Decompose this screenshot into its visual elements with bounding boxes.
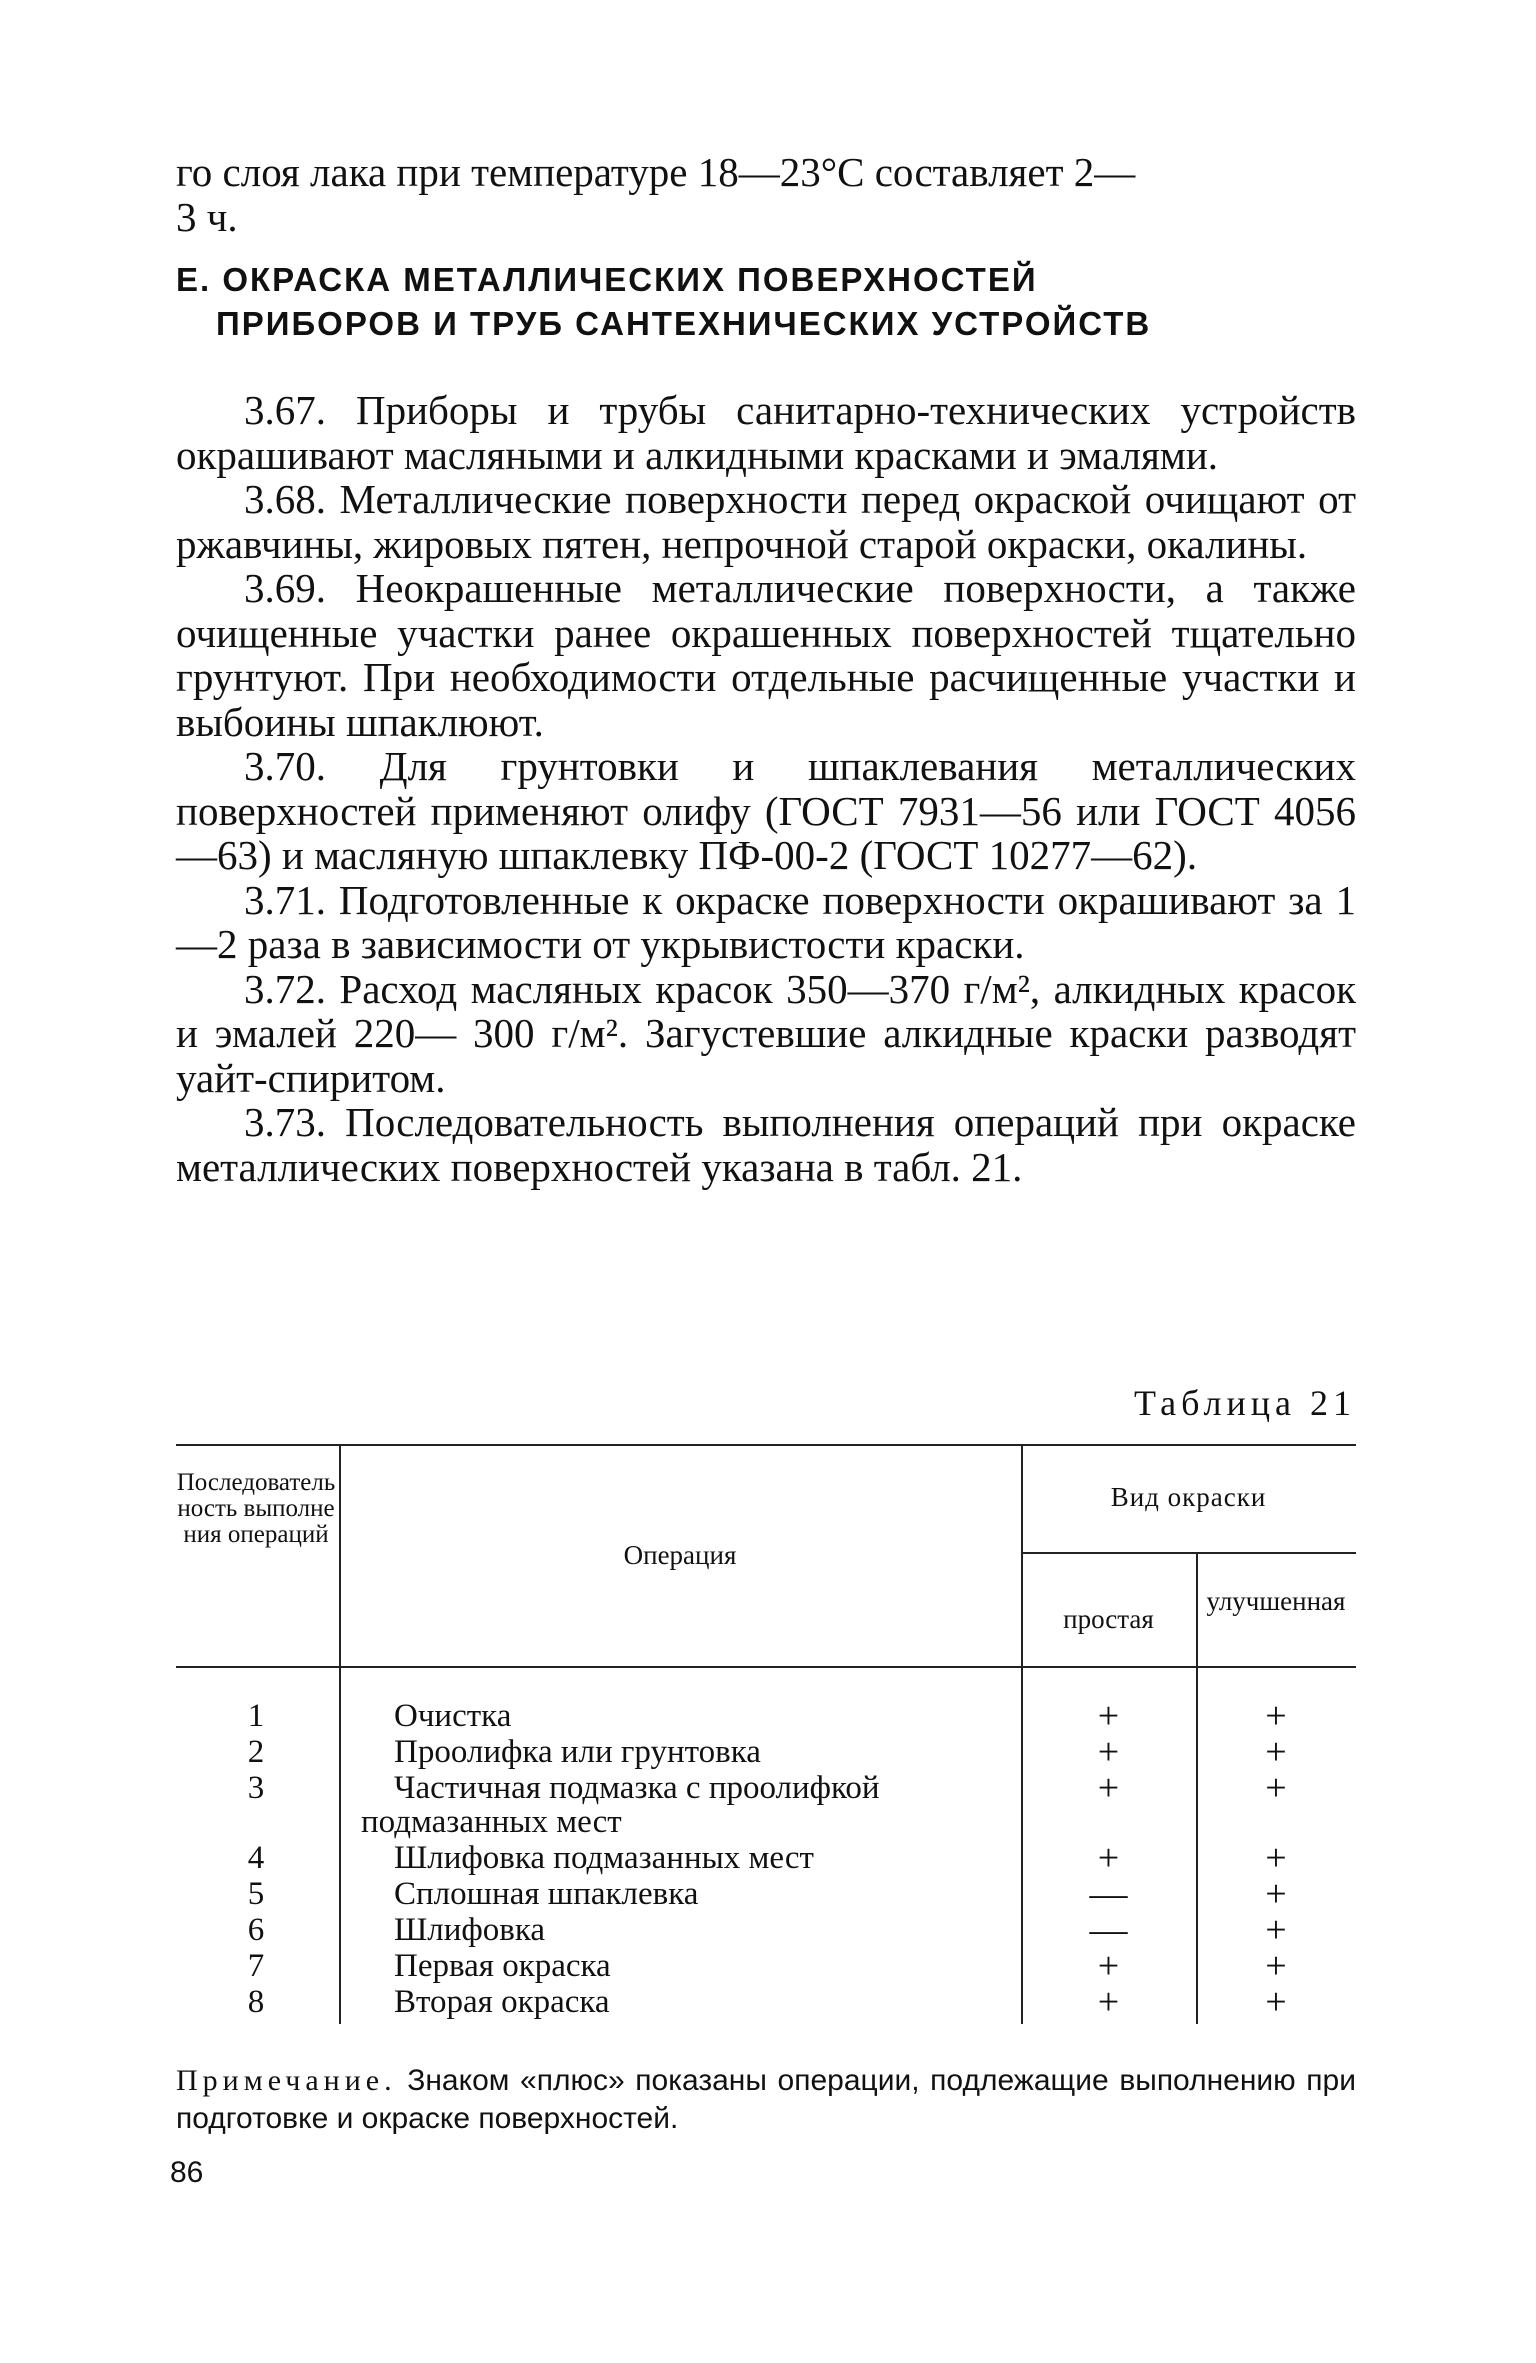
row-number: 4 xyxy=(247,1840,265,1876)
row-operation: Очистка xyxy=(394,1698,512,1734)
table-row xyxy=(176,1695,1356,1737)
paragraph: 3.69. Неокрашенные металлические поверхности, а также очищенные участки ранее окрашенных поверхностей тщательно грунтуют. При необходимости отдельные расчищенные участки и выбоины шпаклюют. xyxy=(176,565,1356,745)
row-improved-mark: + xyxy=(1265,1873,1287,1915)
row-simple-mark: + xyxy=(1097,1731,1120,1773)
row-number: 6 xyxy=(247,1912,265,1948)
header-operation: Операция xyxy=(623,1540,737,1570)
table-caption: Таблица 21 xyxy=(1134,1383,1356,1423)
paragraph: 3.70. Для грунтовки и шпаклевания металлических поверхностей применяют олифу (ГОСТ 7931—56 или ГОСТ 4056—63) и масляную шпаклевку ПФ-00-2 (ГОСТ 10277—62). xyxy=(176,743,1356,878)
header-sequence: Последовательность выполнения операций xyxy=(176,1469,336,1548)
operations-table xyxy=(176,1444,1356,2024)
row-simple-mark: + xyxy=(1097,1695,1120,1737)
row-operation: Сплошная шпаклевка xyxy=(394,1876,699,1912)
header-paint-type: Вид окраски xyxy=(1110,1482,1267,1512)
table-row xyxy=(176,1981,1356,2023)
note-text: Знаком «плюс» показаны операции, подлежащие выполнению при подготовке и окраске поверхностей. xyxy=(176,2064,1356,2135)
paragraph: 3.72. Расход масляных красок 350—370 г/м², алкидных красок и эмалей 220— 300 г/м². Загустевшие алкидные краски разводят уайт-спиритом. xyxy=(176,965,1356,1101)
intro-text xyxy=(176,150,1356,239)
row-operation: Шлифовка подмазанных мест xyxy=(394,1840,814,1876)
body-text xyxy=(176,388,1356,1189)
page-number: 86 xyxy=(170,2156,204,2189)
table-subheader-rule xyxy=(1021,1552,1356,1554)
table-row xyxy=(176,1909,1356,1951)
row-improved-mark: + xyxy=(1265,1945,1287,1987)
table-top-rule xyxy=(176,1444,1356,1446)
header-simple: простая xyxy=(1063,1604,1154,1634)
row-number: 5 xyxy=(247,1876,265,1912)
row-improved-mark: + xyxy=(1265,1981,1287,2023)
row-simple-mark: — xyxy=(1089,1873,1128,1915)
row-simple-mark: + xyxy=(1097,1837,1120,1879)
row-simple-mark: + xyxy=(1097,1981,1120,2023)
paragraph: 3.71. Подготовленные к окраске поверхности окрашивают за 1—2 раза в зависимости от укрывистости краски. xyxy=(176,876,1356,967)
section-heading xyxy=(176,258,1356,346)
table-row xyxy=(176,1731,1356,1773)
table-header-rule xyxy=(176,1666,1356,1668)
paragraph: 3.67. Приборы и трубы санитарно-технических устройств окрашивают масляными и алкидными красками и эмалями. xyxy=(176,387,1356,478)
row-number: 2 xyxy=(247,1734,265,1770)
table-row xyxy=(176,1837,1356,1879)
table-row xyxy=(176,1945,1356,1987)
row-simple-mark: + xyxy=(1097,1767,1120,1809)
table-row xyxy=(176,1767,1356,1809)
section-heading-line-1: Е. ОКРАСКА МЕТАЛЛИЧЕСКИХ ПОВЕРХНОСТЕЙ xyxy=(176,261,1038,298)
row-improved-mark: + xyxy=(1265,1837,1287,1879)
row-operation: Вторая окраска xyxy=(394,1984,610,2020)
row-improved-mark: + xyxy=(1265,1731,1287,1773)
row-operation: Шлифовка xyxy=(394,1912,546,1948)
row-operation: Частичная подмазка с проолифкой xyxy=(394,1770,880,1806)
row-operation: Первая окраска xyxy=(394,1948,611,1984)
row-simple-mark: — xyxy=(1089,1909,1128,1951)
row-simple-mark: + xyxy=(1097,1945,1120,1987)
table-note xyxy=(176,2062,1356,2138)
table-row-continuation xyxy=(176,1804,1356,1840)
row-operation: Проолифка или грунтовка xyxy=(394,1734,761,1770)
row-number: 1 xyxy=(247,1698,265,1734)
row-improved-mark: + xyxy=(1265,1767,1287,1809)
row-number: 7 xyxy=(247,1948,265,1984)
header-improved: улучшенная xyxy=(1206,1586,1346,1616)
paragraph: 3.73. Последовательность выполнения операций при окраске металлических поверхностей указана в табл. 21. xyxy=(176,1099,1356,1190)
intro-line-1: го слоя лака при температуре 18—23°С составляет 2— xyxy=(176,149,1136,195)
paragraph: 3.68. Металлические поверхности перед окраской очищают от ржавчины, жировых пятен, непрочной старой окраски, окалины. xyxy=(176,476,1356,567)
note-label: Примечание. xyxy=(176,2064,397,2097)
row-operation-continuation: подмазанных мест xyxy=(361,1804,622,1840)
row-number: 8 xyxy=(247,1984,265,2020)
row-improved-mark: + xyxy=(1265,1909,1287,1951)
row-improved-mark: + xyxy=(1265,1695,1287,1737)
intro-line-2: 3 ч. xyxy=(176,193,238,240)
table-row xyxy=(176,1873,1356,1915)
section-heading-line-2: ПРИБОРОВ И ТРУБ САНТЕХНИЧЕСКИХ УСТРОЙСТВ xyxy=(216,305,1152,342)
row-number: 3 xyxy=(247,1770,265,1806)
